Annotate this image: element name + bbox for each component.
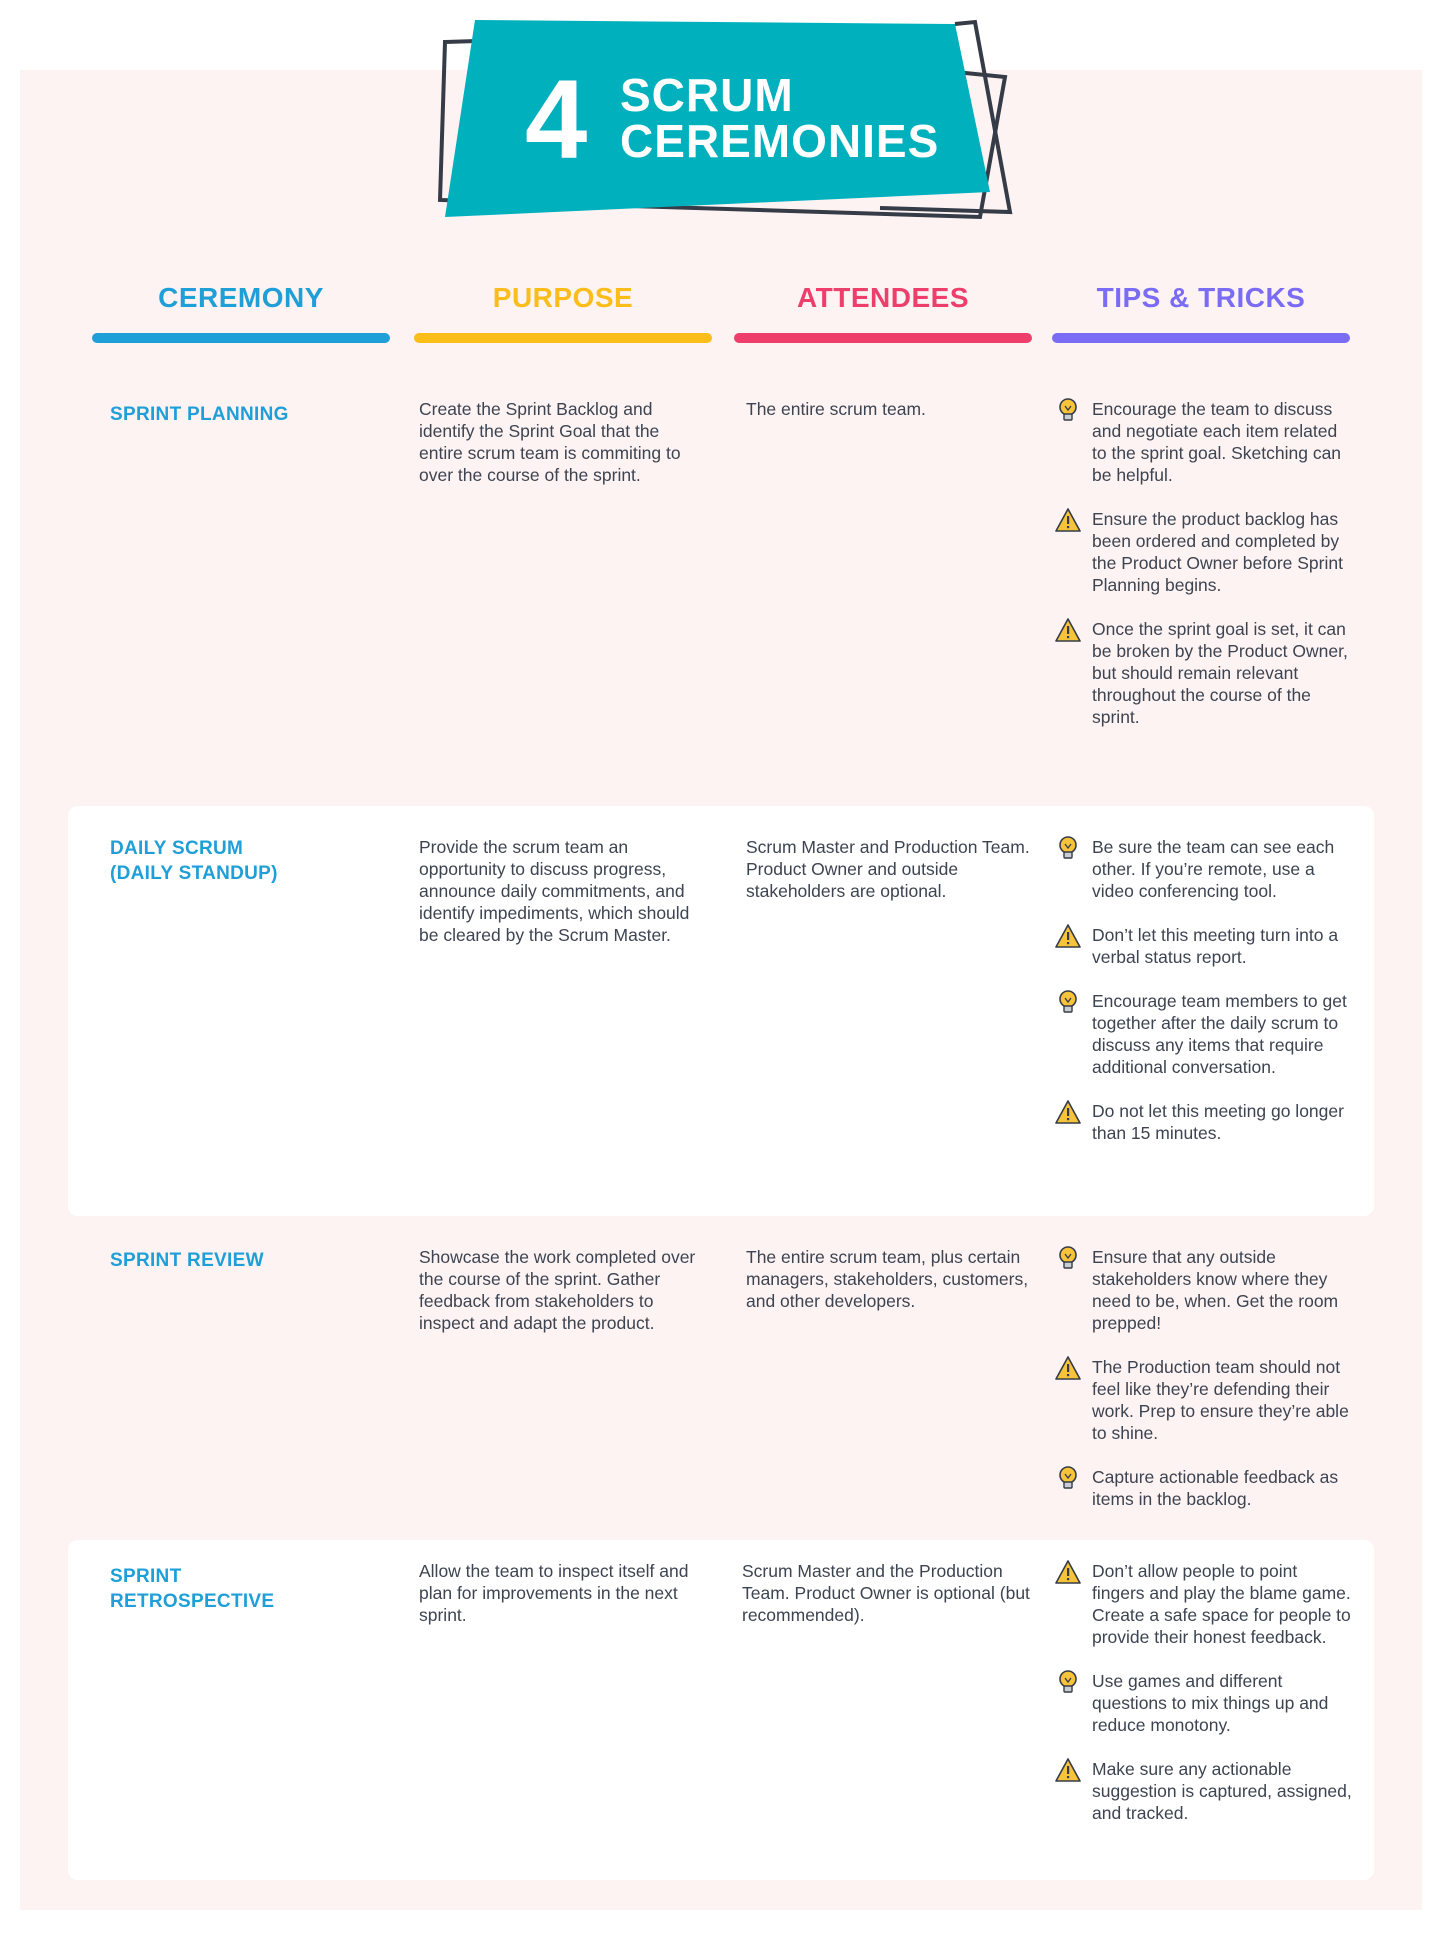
ceremony-name-line: SPRINT PLANNING <box>110 404 289 425</box>
tip-item <box>1054 508 1354 596</box>
row-sprint-planning <box>68 380 1374 790</box>
tip-item <box>1054 990 1354 1078</box>
tip-item <box>1054 1560 1354 1648</box>
tip-item <box>1054 618 1354 728</box>
column-header-tips: TIPS & TRICKS <box>1096 282 1306 313</box>
ceremony-name-line: SPRINT <box>110 1566 182 1587</box>
tip-item <box>1054 1670 1354 1736</box>
tip-text: Capture actionable feedback as items in the backlog. <box>1092 1467 1339 1509</box>
column-underline-attendees <box>734 333 1032 343</box>
warning-icon <box>1054 506 1082 534</box>
tips-list <box>1054 1246 1354 1532</box>
tip-text: Be sure the team can see each other. If you’re remote, use a video conferencing tool. <box>1092 837 1335 901</box>
title-banner <box>420 12 1020 232</box>
purpose-text: Showcase the work completed over the course of the sprint. Gather feedback from stakeholders to inspect and adapt the product. <box>419 1247 696 1333</box>
column-header-ceremony: CEREMONY <box>158 282 324 313</box>
warning-icon <box>1054 1756 1082 1784</box>
tip-text: Encourage the team to discuss and negotiate each item related to the sprint goal. Sketching can be helpful. <box>1092 399 1342 485</box>
attendees-text: The entire scrum team, plus certain managers, stakeholders, customers, and other developers. <box>746 1247 1029 1311</box>
ceremony-name <box>110 1564 274 1614</box>
tips-list <box>1054 1560 1354 1846</box>
ceremony-name <box>110 402 289 427</box>
ceremony-name <box>110 836 278 886</box>
tip-text: Use games and different questions to mix things up and reduce monotony. <box>1092 1671 1329 1735</box>
warning-icon <box>1054 1354 1082 1382</box>
warning-icon <box>1054 922 1082 950</box>
column-underline-purpose <box>414 333 712 343</box>
tip-text: Do not let this meeting go longer than 15 minutes. <box>1092 1101 1344 1143</box>
ceremony-name-line: DAILY SCRUM <box>110 838 244 859</box>
row-sprint-review <box>68 1230 1374 1530</box>
banner-title <box>620 69 940 167</box>
lightbulb-icon <box>1054 834 1082 862</box>
lightbulb-icon <box>1054 1244 1082 1272</box>
tip-item <box>1054 836 1354 902</box>
column-underline-ceremony <box>92 333 390 343</box>
attendees-text: Scrum Master and Production Team. Product Owner and outside stakeholders are optional. <box>746 837 1030 901</box>
ceremony-name-line: SPRINT REVIEW <box>110 1250 264 1271</box>
purpose-text: Allow the team to inspect itself and plan for improvements in the next sprint. <box>419 1561 689 1625</box>
lightbulb-icon <box>1054 1464 1082 1492</box>
ceremony-name <box>110 1248 264 1273</box>
tips-list <box>1054 398 1354 750</box>
attendees-text: The entire scrum team. <box>746 399 926 419</box>
tips-list <box>1054 836 1354 1166</box>
tip-text: Don’t allow people to point fingers and play the blame game. Create a safe space for people to provide their honest feedback. <box>1092 1561 1351 1647</box>
tip-item <box>1054 1100 1354 1144</box>
warning-icon <box>1054 1558 1082 1586</box>
tip-text: Ensure the product backlog has been ordered and completed by the Product Owner before Sprint Planning begins. <box>1092 509 1343 595</box>
purpose-text: Create the Sprint Backlog and identify the Sprint Goal that the entire scrum team is commiting to over the course of the sprint. <box>419 399 681 485</box>
banner-title-line2: CEREMONIES <box>620 115 940 167</box>
tip-item <box>1054 1356 1354 1444</box>
attendees-text: Scrum Master and the Production Team. Product Owner is optional (but recommended). <box>742 1561 1030 1625</box>
lightbulb-icon <box>1054 988 1082 1016</box>
column-header-attendees: ATTENDEES <box>797 282 969 313</box>
banner-title-line1: SCRUM <box>620 69 794 121</box>
tip-item <box>1054 1246 1354 1334</box>
tip-text: Once the sprint goal is set, it can be broken by the Product Owner, but should remain relevant throughout the course of the sprint. <box>1092 619 1348 727</box>
tip-text: Encourage team members to get together after the daily scrum to discuss any items that require additional conversation. <box>1092 991 1347 1077</box>
banner-number: 4 <box>525 57 588 182</box>
purpose-text: Provide the scrum team an opportunity to discuss progress, announce daily commitments, and identify impediments, which should be cleared by the Scrum Master. <box>419 837 690 945</box>
tip-item <box>1054 1466 1354 1510</box>
column-underline-tips <box>1052 333 1350 343</box>
tip-text: Make sure any actionable suggestion is captured, assigned, and tracked. <box>1092 1759 1352 1823</box>
row-sprint-retrospective <box>68 1540 1374 1880</box>
row-daily-scrum <box>68 806 1374 1216</box>
column-header-purpose: PURPOSE <box>492 282 634 313</box>
tip-text: Don’t let this meeting turn into a verbal status report. <box>1092 925 1339 967</box>
tip-text: Ensure that any outside stakeholders know where they need to be, when. Get the room prepped! <box>1092 1247 1339 1333</box>
lightbulb-icon <box>1054 1668 1082 1696</box>
lightbulb-icon <box>1054 396 1082 424</box>
tip-item <box>1054 924 1354 968</box>
warning-icon <box>1054 616 1082 644</box>
warning-icon <box>1054 1098 1082 1126</box>
ceremony-name-line: (DAILY STANDUP) <box>110 863 278 884</box>
ceremony-name-line: RETROSPECTIVE <box>110 1591 275 1612</box>
tip-item <box>1054 1758 1354 1824</box>
tip-text: The Production team should not feel like they’re defending their work. Prep to ensure they’re able to shine. <box>1092 1357 1349 1443</box>
tip-item <box>1054 398 1354 486</box>
